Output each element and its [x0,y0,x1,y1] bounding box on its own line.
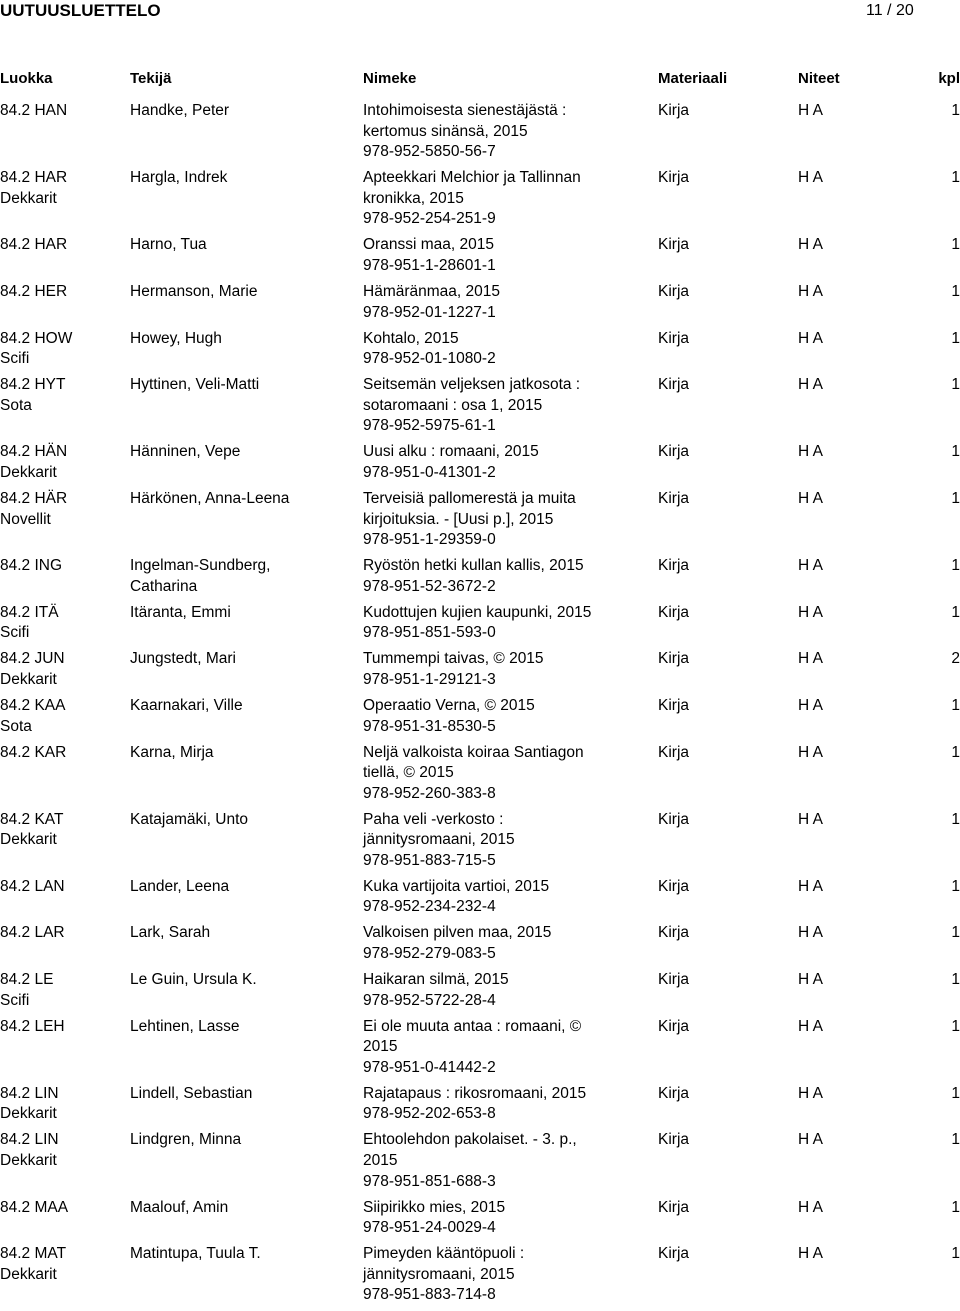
nimeke-line: kertomus sinänsä, 2015 [363,122,528,140]
tekija-line: Hermanson, Marie [130,282,258,300]
material-cell: Kirja [658,877,690,895]
luokka-line: Dekkarit [0,189,57,207]
luokka-cell [0,235,125,256]
holdings-cell: H A [798,743,823,761]
nimeke-line: 978-951-0-41442-2 [363,1058,496,1076]
nimeke-line: Tummempi taivas, © 2015 [363,650,544,668]
tekija-cell [130,970,355,991]
nimeke-line: 978-952-5975-61-1 [363,417,496,435]
nimeke-cell [363,603,653,644]
nimeke-cell [363,329,653,370]
holdings-cell: H A [798,169,823,187]
nimeke-line: 978-951-851-593-0 [363,624,496,642]
luokka-line: 84.2 HÄN [0,443,68,461]
nimeke-line: Valkoisen pilven maa, 2015 [363,924,552,942]
luokka-line: Dekkarit [0,831,57,849]
nimeke-line: 978-951-31-8530-5 [363,717,496,735]
holdings-cell: H A [798,282,823,300]
nimeke-line: Paha veli -verkosto : [363,810,504,828]
tekija-line: Le Guin, Ursula K. [130,971,257,989]
nimeke-cell [363,649,653,690]
table-row [0,970,960,1017]
material-cell: Kirja [658,282,690,300]
nimeke-line: 978-952-260-383-8 [363,784,496,802]
nimeke-line: Neljä valkoista koiraa Santiagon [363,743,584,761]
luokka-line: Dekkarit [0,1152,57,1170]
nimeke-cell [363,1198,653,1239]
tekija-cell [130,810,355,831]
holdings-cell: H A [798,376,823,394]
luokka-cell [0,556,125,577]
holdings-cell: H A [798,1131,823,1149]
material-cell: Kirja [658,102,690,119]
material-cell: Kirja [658,603,690,621]
nimeke-line: Siipirikko mies, 2015 [363,1198,506,1216]
luokka-cell [0,442,125,483]
nimeke-line: 978-951-851-688-3 [363,1172,496,1190]
column-header-nimeke: Nimeke [363,70,417,87]
copies-cell: 1 [951,743,960,761]
luokka-line: 84.2 ITÄ [0,603,59,621]
table-row [0,282,960,329]
luokka-line: 84.2 HER [0,282,68,300]
tekija-cell [130,329,355,350]
luokka-line: Sota [0,717,32,735]
luokka-line: 84.2 MAA [0,1198,69,1216]
nimeke-line: Oranssi maa, 2015 [363,236,494,254]
nimeke-line: 978-952-254-251-9 [363,210,496,228]
copies-cell: 1 [951,236,960,254]
luokka-cell [0,1198,125,1219]
material-cell: Kirja [658,924,690,942]
tekija-cell [130,603,355,624]
holdings-cell: H A [798,1084,823,1102]
nimeke-line: Seitsemän veljeksen jatkosota : [363,376,581,394]
luokka-cell [0,696,125,737]
holdings-cell: H A [798,489,823,507]
nimeke-line: jännitysromaani, 2015 [363,1265,515,1283]
nimeke-line: Ryöstön hetki kullan kallis, 2015 [363,557,584,575]
nimeke-line: 978-951-883-715-5 [363,851,496,869]
tekija-cell [130,101,355,122]
tekija-cell [130,1198,355,1219]
copies-cell: 2 [951,650,960,668]
nimeke-line: 978-951-24-0029-4 [363,1219,496,1237]
material-cell: Kirja [658,696,690,714]
luokka-line: 84.2 HAR [0,169,68,187]
tekija-cell [130,696,355,717]
material-cell: Kirja [658,1245,690,1263]
tekija-line: Lindgren, Minna [130,1131,242,1149]
tekija-cell [130,1084,355,1105]
table-row [0,649,960,696]
nimeke-line: 978-951-1-29121-3 [363,670,496,688]
luokka-cell [0,970,125,1011]
tekija-cell [130,168,355,189]
table-row [0,810,960,877]
nimeke-line: Ei ole muuta antaa : romaani, © [363,1017,582,1035]
tekija-line: Karna, Mirja [130,743,214,761]
luokka-line: Novellit [0,510,51,528]
holdings-cell: H A [798,329,823,347]
tekija-cell [130,1244,355,1265]
luokka-line: 84.2 HOW [0,329,73,347]
nimeke-cell [363,1130,653,1192]
copies-cell: 1 [951,696,960,714]
luokka-line: 84.2 HYT [0,376,66,394]
tekija-cell [130,375,355,396]
tekija-line: Katajamäki, Unto [130,810,249,828]
nimeke-cell [363,877,653,918]
tekija-line: Handke, Peter [130,102,230,119]
table-row [0,603,960,650]
luokka-cell [0,810,125,851]
nimeke-cell [363,1017,653,1079]
luokka-cell [0,1244,125,1285]
material-cell: Kirja [658,236,690,254]
nimeke-line: 978-951-52-3672-2 [363,577,496,595]
nimeke-line: Intohimoisesta sienestäjästä : [363,102,567,119]
tekija-cell [130,282,355,303]
holdings-cell: H A [798,443,823,461]
nimeke-line: Kuka vartijoita vartioi, 2015 [363,877,550,895]
holdings-cell: H A [798,877,823,895]
table-row [0,1017,960,1084]
luokka-line: 84.2 HAN [0,102,68,119]
page-number: 11 / 20 [866,2,914,19]
copies-cell: 1 [951,603,960,621]
luokka-line: 84.2 LIN [0,1131,59,1149]
nimeke-line: Haikaran silmä, 2015 [363,971,509,989]
nimeke-cell [363,970,653,1011]
copies-cell: 1 [951,1084,960,1102]
table-row [0,1084,960,1131]
nimeke-line: 978-951-1-29359-0 [363,531,496,549]
tekija-line: Lark, Sarah [130,924,211,942]
nimeke-cell [363,1084,653,1125]
nimeke-cell [363,168,653,230]
material-cell: Kirja [658,743,690,761]
copies-cell: 1 [951,489,960,507]
luokka-line: 84.2 KAA [0,696,66,714]
nimeke-cell [363,375,653,437]
nimeke-line: Uusi alku : romaani, 2015 [363,443,539,461]
material-cell: Kirja [658,1198,690,1216]
tekija-cell [130,235,355,256]
luokka-cell [0,168,125,209]
nimeke-line: Kudottujen kujien kaupunki, 2015 [363,603,592,621]
copies-cell: 1 [951,877,960,895]
copies-cell: 1 [951,102,960,119]
nimeke-line: Kohtalo, 2015 [363,329,459,347]
nimeke-line: 978-952-202-653-8 [363,1105,496,1123]
nimeke-line: Ehtoolehdon pakolaiset. - 3. p., [363,1131,577,1149]
luokka-cell [0,329,125,370]
table-row [0,168,960,235]
material-cell: Kirja [658,971,690,989]
table-header [0,68,960,90]
nimeke-line: kirjoituksia. - [Uusi p.], 2015 [363,510,554,528]
table-row [0,1244,960,1311]
holdings-cell: H A [798,1017,823,1035]
table-row [0,1198,960,1245]
nimeke-line: Pimeyden kääntöpuoli : [363,1245,525,1263]
table-row [0,923,960,970]
tekija-line: Hargla, Indrek [130,169,228,187]
luokka-line: 84.2 MAT [0,1245,67,1263]
tekija-cell [130,743,355,764]
nimeke-cell [363,101,653,163]
table-row [0,696,960,743]
luokka-cell [0,282,125,303]
tekija-cell [130,489,355,510]
copies-cell: 1 [951,1198,960,1216]
holdings-cell: H A [798,696,823,714]
luokka-cell [0,923,125,944]
column-header-niteet: Niteet [798,70,840,87]
luokka-line: Dekkarit [0,463,57,481]
tekija-line: Hänninen, Vepe [130,443,241,461]
nimeke-cell [363,743,653,805]
material-cell: Kirja [658,489,690,507]
material-cell: Kirja [658,1084,690,1102]
holdings-cell: H A [798,102,823,119]
luokka-line: Dekkarit [0,1105,57,1123]
luokka-cell [0,649,125,690]
luokka-line: Scifi [0,624,30,642]
table-row [0,375,960,442]
luokka-cell [0,1084,125,1125]
nimeke-line: 978-951-1-28601-1 [363,256,496,274]
material-cell: Kirja [658,1017,690,1035]
holdings-cell: H A [798,1198,823,1216]
nimeke-line: 978-951-0-41301-2 [363,463,496,481]
nimeke-line: Operaatio Verna, © 2015 [363,696,535,714]
column-header-luokka: Luokka [0,70,53,87]
nimeke-line: 978-951-883-714-8 [363,1286,496,1304]
nimeke-line: tiellä, © 2015 [363,764,454,782]
copies-cell: 1 [951,443,960,461]
nimeke-line: 978-952-5850-56-7 [363,143,496,161]
nimeke-line: Terveisiä pallomerestä ja muita [363,489,576,507]
luokka-cell [0,1130,125,1171]
copies-cell: 1 [951,924,960,942]
holdings-cell: H A [798,1245,823,1263]
material-cell: Kirja [658,1131,690,1149]
nimeke-cell [363,235,653,276]
material-cell: Kirja [658,650,690,668]
material-cell: Kirja [658,376,690,394]
luokka-line: Dekkarit [0,670,57,688]
tekija-line: Härkönen, Anna-Leena [130,489,290,507]
copies-cell: 1 [951,282,960,300]
tekija-line: Matintupa, Tuula T. [130,1245,261,1263]
table-row [0,329,960,376]
luokka-line: 84.2 LIN [0,1084,59,1102]
tekija-cell [130,556,355,597]
tekija-line: Maalouf, Amin [130,1198,229,1216]
holdings-cell: H A [798,650,823,668]
tekija-cell [130,1130,355,1151]
copies-cell: 1 [951,810,960,828]
nimeke-line: 978-952-01-1227-1 [363,303,496,321]
copies-cell: 1 [951,329,960,347]
material-cell: Kirja [658,810,690,828]
nimeke-cell [363,1244,653,1306]
table-row [0,743,960,810]
nimeke-line: 978-952-5722-28-4 [363,991,496,1009]
nimeke-line: Hämäränmaa, 2015 [363,282,500,300]
table-row [0,1130,960,1197]
column-header-kpl: kpl [938,70,960,87]
luokka-line: 84.2 ING [0,557,63,575]
nimeke-cell [363,282,653,323]
tekija-cell [130,877,355,898]
holdings-cell: H A [798,971,823,989]
tekija-cell [130,1017,355,1038]
luokka-cell [0,743,125,764]
nimeke-line: 2015 [363,1038,398,1056]
luokka-line: 84.2 LAR [0,924,65,942]
tekija-line: Kaarnakari, Ville [130,696,243,714]
tekija-cell [130,649,355,670]
nimeke-line: jännitysromaani, 2015 [363,831,515,849]
nimeke-cell [363,489,653,551]
nimeke-cell [363,556,653,597]
nimeke-cell [363,696,653,737]
nimeke-line: Apteekkari Melchior ja Tallinnan [363,169,581,187]
table-row [0,235,960,282]
table-row [0,556,960,603]
luokka-cell [0,603,125,644]
tekija-line: Harno, Tua [130,236,207,254]
holdings-cell: H A [798,236,823,254]
tekija-line: Lindell, Sebastian [130,1084,253,1102]
tekija-line: Ingelman-Sundberg, [130,557,271,575]
material-cell: Kirja [658,443,690,461]
copies-cell: 1 [951,169,960,187]
nimeke-cell [363,442,653,483]
material-cell: Kirja [658,169,690,187]
copies-cell: 1 [951,1017,960,1035]
copies-cell: 1 [951,376,960,394]
nimeke-line: 978-952-234-232-4 [363,898,496,916]
nimeke-line: sotaromaani : osa 1, 2015 [363,396,543,414]
nimeke-line: 978-952-279-083-5 [363,945,496,963]
holdings-cell: H A [798,557,823,575]
nimeke-line: Rajatapaus : rikosromaani, 2015 [363,1084,587,1102]
tekija-cell [130,923,355,944]
table-row [0,442,960,489]
luokka-line: 84.2 LAN [0,877,65,895]
tekija-line: Itäranta, Emmi [130,603,231,621]
tekija-line: Lander, Leena [130,877,230,895]
luokka-line: 84.2 HAR [0,236,68,254]
tekija-line: Jungstedt, Mari [130,650,236,668]
luokka-cell [0,101,125,122]
column-header-materiaali: Materiaali [658,70,728,87]
nimeke-line: kronikka, 2015 [363,189,464,207]
luokka-line: 84.2 LEH [0,1017,65,1035]
copies-cell: 1 [951,971,960,989]
holdings-cell: H A [798,924,823,942]
catalog-table-body [0,101,960,1311]
nimeke-cell [363,923,653,964]
luokka-cell [0,375,125,416]
luokka-cell [0,1017,125,1038]
luokka-line: 84.2 KAR [0,743,67,761]
table-row [0,489,960,556]
luokka-line: Dekkarit [0,1265,57,1283]
table-row [0,101,960,168]
copies-cell: 1 [951,1245,960,1263]
holdings-cell: H A [798,603,823,621]
luokka-line: Scifi [0,350,30,368]
tekija-cell [130,442,355,463]
nimeke-cell [363,810,653,872]
material-cell: Kirja [658,557,690,575]
luokka-line: Scifi [0,991,30,1009]
material-cell: Kirja [658,329,690,347]
table-row [0,877,960,924]
nimeke-line: 2015 [363,1152,398,1170]
tekija-line: Lehtinen, Lasse [130,1017,240,1035]
tekija-line: Hyttinen, Veli-Matti [130,376,260,394]
page-title: UUTUUSLUETTELO [0,1,161,20]
luokka-line: 84.2 LE [0,971,54,989]
copies-cell: 1 [951,557,960,575]
holdings-cell: H A [798,810,823,828]
nimeke-line: 978-952-01-1080-2 [363,350,496,368]
luokka-line: 84.2 HÄR [0,489,68,507]
luokka-line: 84.2 KAT [0,810,64,828]
luokka-line: Sota [0,396,32,414]
tekija-line: Catharina [130,577,198,595]
copies-cell: 1 [951,1131,960,1149]
luokka-cell [0,877,125,898]
luokka-line: 84.2 JUN [0,650,65,668]
column-header-tekija: Tekijä [130,70,172,87]
luokka-cell [0,489,125,530]
tekija-line: Howey, Hugh [130,329,222,347]
